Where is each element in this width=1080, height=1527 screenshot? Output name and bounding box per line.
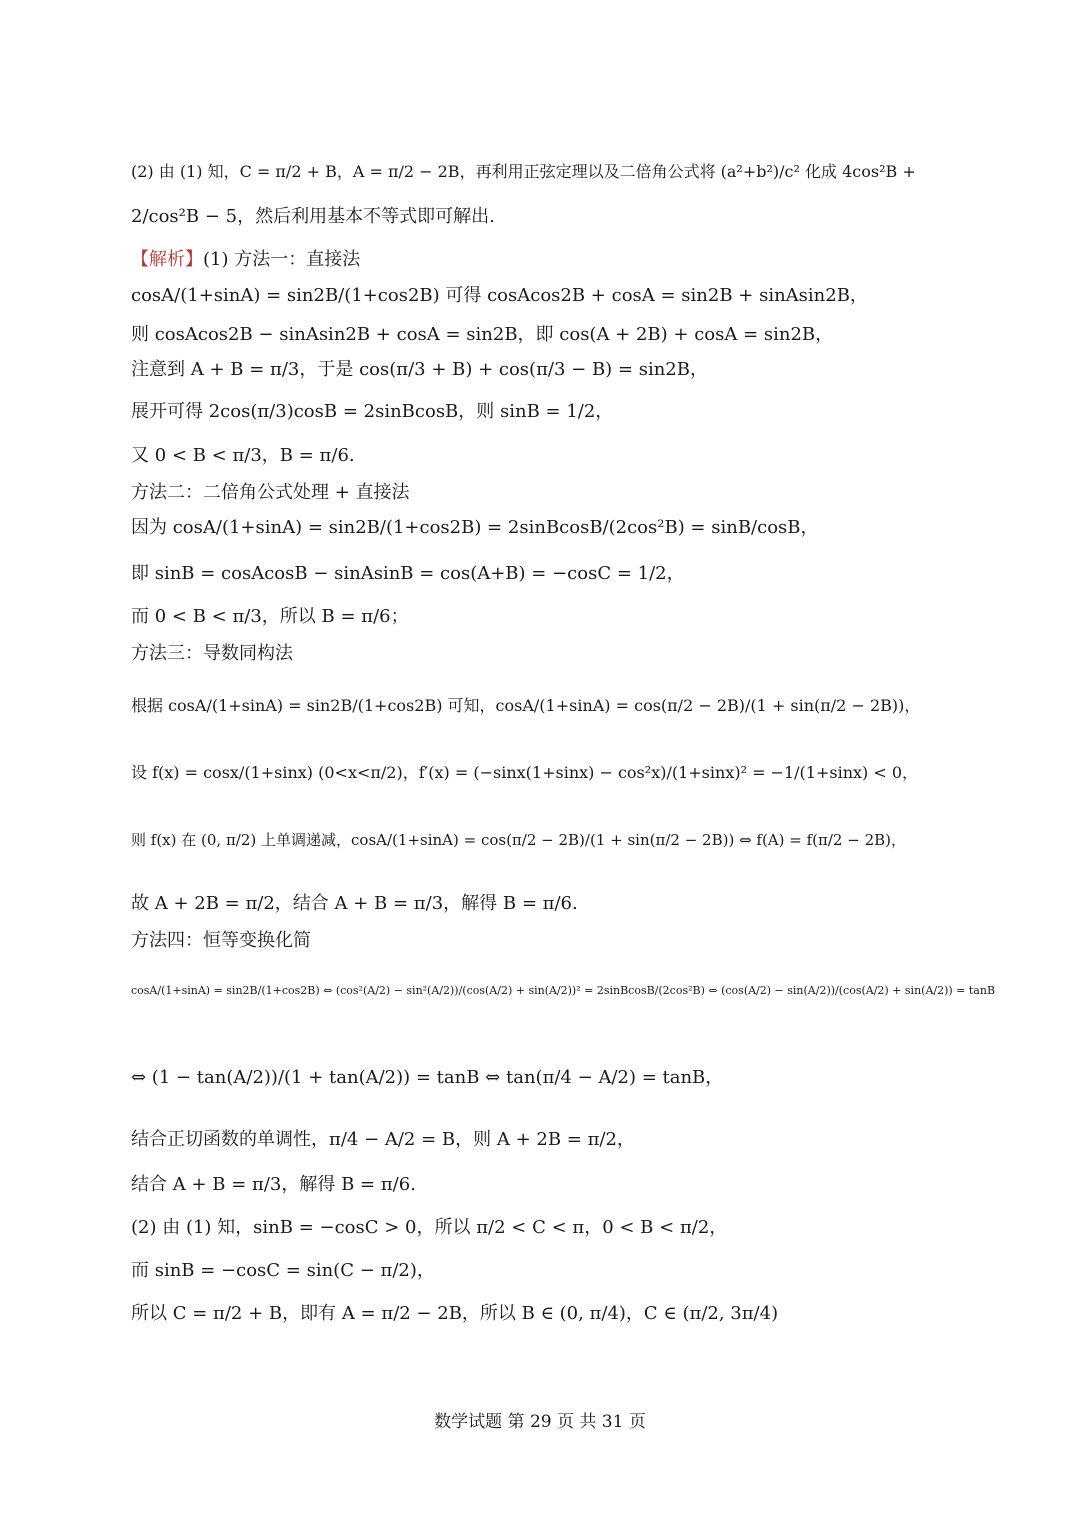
line-text: ⇔ (1 − tan(A/2))/(1 + tan(A/2)) = tanB ⇔ tan(π/4 − A/2) = tanB，: [131, 1067, 724, 1088]
line-text: 展开可得 2cos(π/3)cosB = 2sinBcosB，则 sinB = 1/2，: [131, 401, 614, 422]
line-text: 而 sinB = −cosC = sin(C − π/2)，: [131, 1260, 435, 1281]
line-text: 方法三：导数同构法: [131, 643, 293, 664]
text-line: [131, 1261, 435, 1281]
text-line: [131, 518, 819, 538]
text-line: [131, 764, 918, 782]
line-text: 故 A + 2B = π/2，结合 A + B = π/3，解得 B = π/6.: [131, 893, 578, 914]
line-text: 设 f(x) = cosx/(1+sinx) (0<x<π/2)，f′(x) = (−sinx(1+sinx) − cos²x)/(1+sinx)² = −1/(1+sinx) < 0，: [131, 763, 919, 782]
text-line: [131, 644, 293, 664]
page-footer: 数学试题 第 29 页 共 31 页: [434, 1412, 646, 1432]
text-line: [131, 607, 409, 627]
text-line: [131, 360, 708, 380]
line-text: 根据 cosA/(1+sinA) = sin2B/(1+cos2B) 可知，cosA/(1+sinA) = cos(π/2 − 2B)/(1 + sin(π/2 − 2B))，: [131, 696, 921, 715]
line-text: 则 f(x) 在 (0, π/2) 上单调递减，cosA/(1+sinA) = cos(π/2 − 2B)/(1 + sin(π/2 − 2B)) ⇔ f(A) = f(π/2 − 2B)，: [131, 831, 906, 849]
text-line: [131, 1175, 416, 1195]
text-line: [131, 1218, 727, 1238]
line-text: 而 0 < B < π/3，所以 B = π/6；: [131, 606, 409, 627]
text-line: [131, 402, 613, 422]
text-line: [131, 985, 995, 997]
text-line: [131, 1130, 635, 1150]
line-text: 2/cos²B − 5，然后利用基本不等式即可解出.: [131, 206, 495, 227]
text-line: [131, 697, 920, 715]
line-text: 又 0 < B < π/3，B = π/6.: [131, 445, 355, 466]
line-text: (2) 由 (1) 知，C = π/2 + B，A = π/2 − 2B，再利用正弦定理以及二倍角公式将 (a²+b²)/c² 化成 4cos²B +: [131, 162, 916, 181]
line-text: 方法二：二倍角公式处理 + 直接法: [131, 482, 410, 503]
line-text: cosA/(1+sinA) = sin2B/(1+cos2B) 可得 cosAcos2B + cosA = sin2B + sinAsin2B，: [131, 285, 868, 306]
line-text: 即 sinB = cosAcosB − sinAsinB = cos(A+B) = −cosC = 1/2，: [131, 563, 685, 584]
text-line: [131, 163, 916, 181]
text-line: [131, 1068, 723, 1088]
line-text: 注意到 A + B = π/3，于是 cos(π/3 + B) + cos(π/3 − B) = sin2B，: [131, 359, 708, 380]
line-text: 因为 cosA/(1+sinA) = sin2B/(1+cos2B) = 2sinBcosB/(2cos²B) = sinB/cosB，: [131, 517, 819, 538]
line-text: (2) 由 (1) 知，sinB = −cosC > 0，所以 π/2 < C < π，0 < B < π/2，: [131, 1217, 728, 1238]
text-line: [131, 286, 868, 306]
line-text: 结合正切函数的单调性，π/4 − A/2 = B，则 A + 2B = π/2，: [131, 1129, 635, 1150]
text-line: [131, 1304, 778, 1324]
text-line: [131, 250, 360, 270]
text-line: [131, 207, 495, 227]
analysis-tag: 【解析】: [131, 249, 203, 270]
text-line: [131, 483, 410, 503]
text-line: [131, 446, 355, 466]
text-line: [131, 325, 833, 345]
line-text: (1) 方法一：直接法: [203, 249, 361, 270]
line-text: cosA/(1+sinA) = sin2B/(1+cos2B) ⇔ (cos²(A/2) − sin²(A/2))/(cos(A/2) + sin(A/2))² = 2sinBcosB/(2cos²B) ⇔ (cos(A/2) − sin(A/2))/(cos(A/2) + sin(A/2)) = tanB: [131, 984, 996, 997]
text-line: [131, 894, 578, 914]
text-line: [131, 832, 906, 849]
line-text: 方法四：恒等变换化简: [131, 930, 311, 951]
text-line: [131, 564, 685, 584]
line-text: 则 cosAcos2B − sinAsin2B + cosA = sin2B，即 cos(A + 2B) + cosA = sin2B，: [131, 324, 834, 345]
line-text: 结合 A + B = π/3，解得 B = π/6.: [131, 1174, 416, 1195]
line-text: 所以 C = π/2 + B，即有 A = π/2 − 2B，所以 B ∈ (0, π/4)，C ∈ (π/2, 3π/4): [131, 1303, 779, 1324]
text-line: [131, 931, 311, 951]
